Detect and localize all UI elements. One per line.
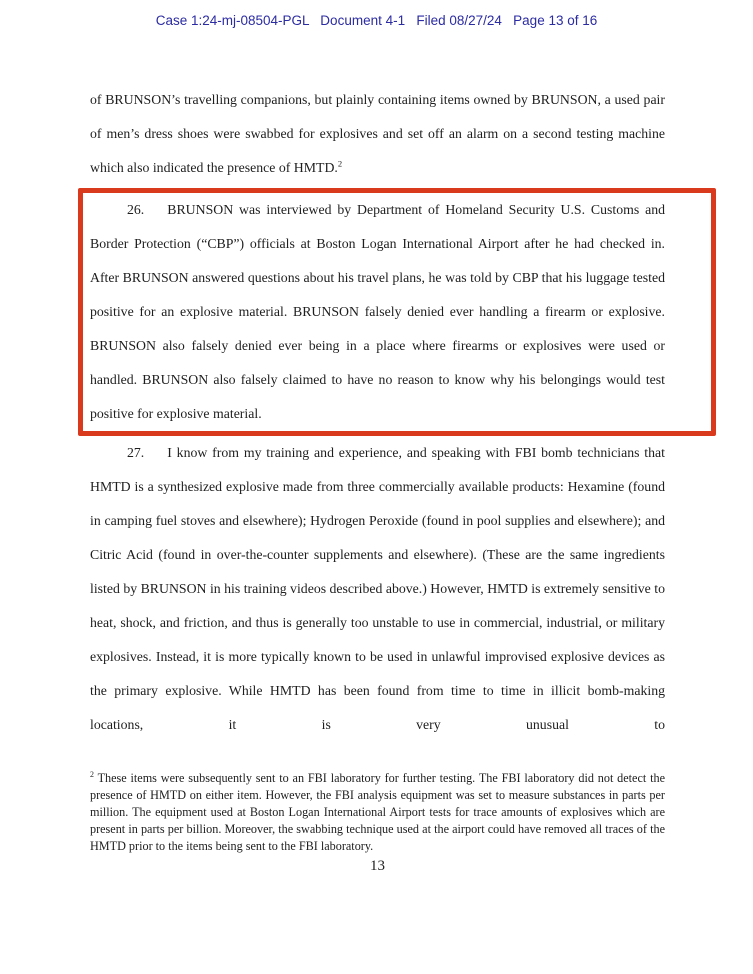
paragraph-26-text: BRUNSON was interviewed by Department of Homeland Security U.S. Customs and Border Protection (“CBP”) officials at Boston Logan International Airport after he had checked in. After BRUNSON answered questions about his travel plans, he was told by CBP that his luggage tested positive for an explosive material. BRUNSON falsely denied ever handling a firearm or explosive. BRUNSON also falsely denied ever being in a place where firearms or explosives were used or handled. BRUNSON also falsely claimed to have no reason to know why his belongings would test positive for explosive material. [90,202,665,421]
paragraph-26-number: 26. [127,202,145,217]
footnote-2 [90,770,665,855]
footnote-reference-2: 2 [337,158,343,169]
paragraph-27 [90,436,665,742]
page-number: 13 [370,858,385,874]
paragraph-27-text: I know from my training and experience, and speaking with FBI bomb technicians that HMTD is a synthesized explosive made from three commercially available products: Hexamine (found in camping fuel stoves and elsewhere); Hydrogen Peroxide (found in pool supplies and elsewhere); and Citric Acid (found in over-the-counter supplements and elsewhere). (These are the same ingredients listed by BRUNSON in his training videos described above.) However, HMTD is extremely sensitive to heat, shock, and friction, and thus is generally too unstable to use in commercial, industrial, or military explosives. Instead, it is more typically known to be used in unlawful improvised explosive devices as the primary explosive. While HMTD has been found from time to time in illicit bomb-making locations, it is very unusual to [90,445,665,732]
footnote-2-marker: 2 [90,769,94,779]
document-body [90,83,665,876]
paragraph-intro-continuation [90,83,665,185]
paragraph-27-number: 27. [127,445,145,460]
footnote-2-text: These items were subsequently sent to an FBI laboratory for further testing. The FBI laboratory did not detect the presence of HMTD on either item. However, the FBI analysis equipment was set to measure substances in parts per million. The equipment used at Boston Logan International Airport tests for trace amounts of explosives which are present in parts per billion. Moreover, the swabbing technique used at the airport could have removed all traces of the HMTD prior to the items being sent to the FBI laboratory. [90,771,665,853]
case-caption-header: Case 1:24-mj-08504-PGL Document 4-1 Filed 08/27/24 Page 13 of 16 [155,13,598,28]
paragraph-26 [90,193,665,431]
red-highlight-box [78,188,716,436]
paragraph-intro-text: of BRUNSON’s travelling companions, but plainly containing items owned by BRUNSON, a used pair of men’s dress shoes were swabbed for explosives and set off an alarm on a second testing machine which also indicated the presence of HMTD. [90,92,665,175]
